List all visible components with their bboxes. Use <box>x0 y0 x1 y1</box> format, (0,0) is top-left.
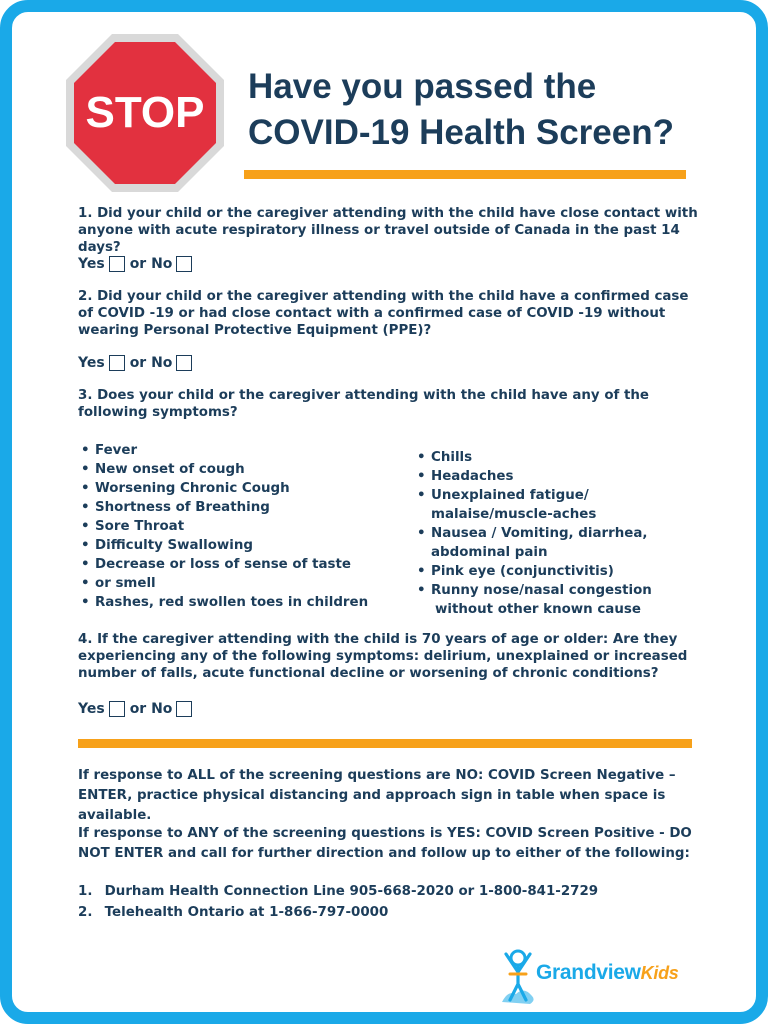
list-item <box>78 881 598 902</box>
list-item: • Worsening Chronic Cough <box>78 479 368 498</box>
section-divider <box>78 739 692 748</box>
list-item: • Sore Throat <box>78 517 368 536</box>
title-line-1: Have you passed the <box>248 67 597 106</box>
question-1: 1. Did your child or the caregiver attending with the child have close contact with anyone with acute respiratory illness or travel outside of Canada in the past 14 days? <box>78 206 698 255</box>
q4-yes-checkbox[interactable] <box>109 701 125 717</box>
symptoms-list-right <box>414 448 652 619</box>
stop-sign-text: STOP <box>85 88 205 137</box>
yes-label: Yes <box>78 256 105 272</box>
or-no-label: or No <box>129 256 173 272</box>
page-title <box>248 64 718 156</box>
answer-row-4 <box>78 699 197 719</box>
question-3: 3. Does your child or the caregiver attending with the child have any of the following symptoms? <box>78 388 650 420</box>
list-item-line: malaise/muscle-aches <box>431 507 597 522</box>
list-item: • Decrease or loss of sense of taste <box>78 555 368 574</box>
list-item: • Fever <box>78 441 368 460</box>
q1-yes-checkbox[interactable] <box>109 256 125 272</box>
list-item-line: • Unexplained fatigue/ <box>431 488 589 503</box>
logo-accent-text: Kids <box>640 963 679 983</box>
list-item <box>78 902 598 923</box>
question-2: 2. Did your child or the caregiver attending with the child have a confirmed case of COVID -19 or had close contact with a confirmed case of COVID -19 without wearing Personal Protective Equipment (PPE)? <box>78 289 689 338</box>
list-number: 1. <box>78 884 93 899</box>
list-item <box>414 486 652 524</box>
contact-text: Durham Health Connection Line 905-668-2020 or 1-800-841-2729 <box>104 884 599 899</box>
list-item: • Shortness of Breathing <box>78 498 368 517</box>
title-line-2: COVID-19 Health Screen? <box>248 113 674 152</box>
list-number: 2. <box>78 905 93 920</box>
yes-label: Yes <box>78 355 105 371</box>
list-item: • Pink eye (conjunctivitis) <box>414 562 652 581</box>
logo-wordmark <box>536 961 678 985</box>
list-item-line: • Nausea / Vomiting, diarrhea, <box>431 526 648 541</box>
list-item: • Difficulty Swallowing <box>78 536 368 555</box>
list-item <box>414 581 652 619</box>
or-no-label: or No <box>129 355 173 371</box>
list-item: • New onset of cough <box>78 460 368 479</box>
list-item-line: • Runny nose/nasal congestion <box>431 583 652 598</box>
title-divider <box>244 170 686 179</box>
yes-label: Yes <box>78 701 105 717</box>
q4-no-checkbox[interactable] <box>176 701 192 717</box>
positive-instructions: If response to ANY of the screening questions is YES: COVID Screen Positive - DO NOT ENTER and call for further direction and follow up to either of the following: <box>78 826 692 861</box>
logo-main-text: Grandview <box>536 961 641 984</box>
negative-instructions: If response to ALL of the screening questions are NO: COVID Screen Negative – ENTER, practice physical distancing and approach sign in table when space is available. <box>78 768 676 823</box>
contact-text: Telehealth Ontario at 1-866-797-0000 <box>104 905 389 920</box>
q2-yes-checkbox[interactable] <box>109 355 125 371</box>
answer-row-1 <box>78 254 197 274</box>
contact-list <box>78 881 598 923</box>
question-4: 4. If the caregiver attending with the child is 70 years of age or older: Are they experiencing any of the following symptoms: delirium, unexplained or increased number of falls, acute functional decline or worsening of chronic conditions? <box>78 632 688 681</box>
list-item: • Chills <box>414 448 652 467</box>
list-item: • or smell <box>78 574 368 593</box>
list-item: • Headaches <box>414 467 652 486</box>
answer-row-2 <box>78 353 197 373</box>
stop-sign-icon <box>64 32 226 194</box>
list-item <box>414 524 652 562</box>
or-no-label: or No <box>129 701 173 717</box>
list-item: • Rashes, red swollen toes in children <box>78 593 368 612</box>
list-item-line: without other known cause <box>435 602 641 617</box>
q1-no-checkbox[interactable] <box>176 256 192 272</box>
list-item-line: abdominal pain <box>431 545 548 560</box>
q2-no-checkbox[interactable] <box>176 355 192 371</box>
symptoms-list-left <box>78 441 368 612</box>
